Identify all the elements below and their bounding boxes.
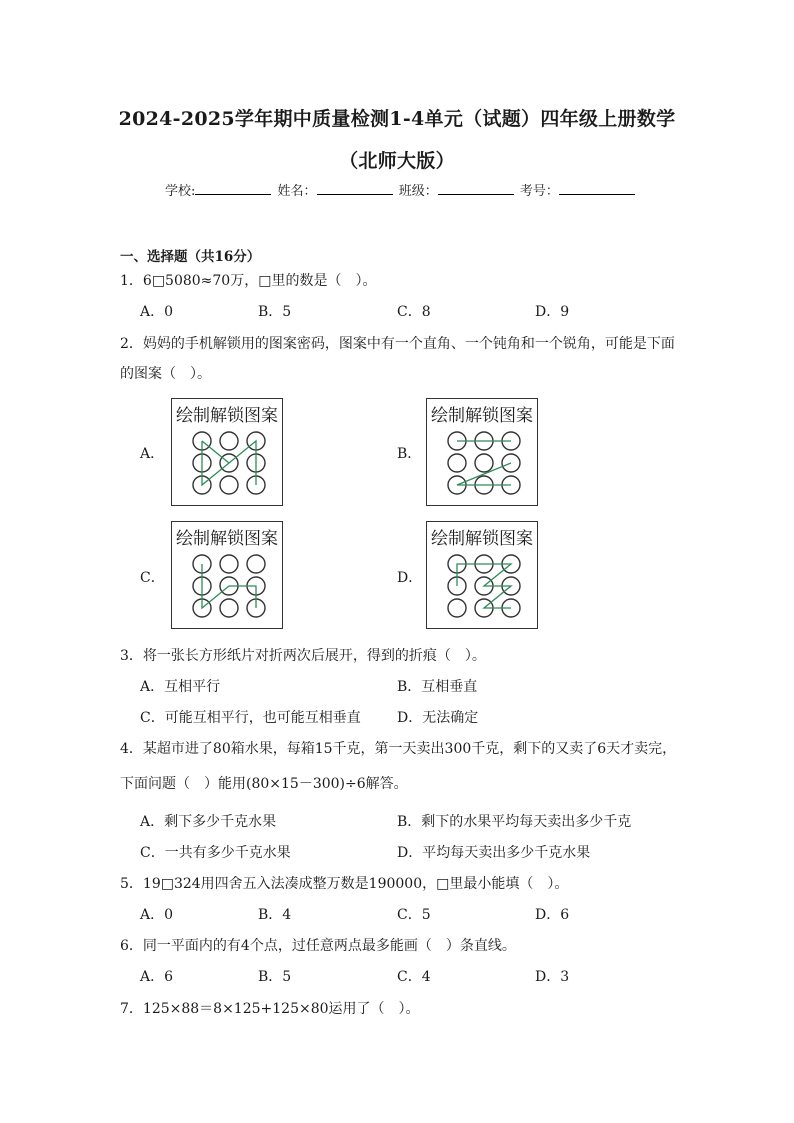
lock-pattern-c-graphic [172, 522, 282, 628]
lock-pattern-d[interactable] [426, 521, 538, 629]
q2-option-a[interactable]: A． [140, 446, 165, 462]
q6-option-d[interactable]: D．3 [535, 969, 570, 985]
q6-option-c[interactable]: C．4 [397, 969, 431, 985]
q5-option-c[interactable]: C．5 [397, 907, 431, 923]
question-1-stem: 1．6□5080≈70万，□里的数是（ ）。 [120, 273, 377, 289]
q3-option-b[interactable]: B．互相垂直 [397, 679, 478, 695]
question-2-stem-line1: 2．妈妈的手机解锁用的图案密码，图案中有一个直角、一个钝角和一个锐角，可能是下面 [120, 336, 675, 352]
exam-no-blank[interactable] [559, 182, 635, 195]
lock-pattern-caption: 绘制解锁图案 [431, 406, 533, 426]
name-blank[interactable] [317, 182, 393, 195]
question-5-stem: 5．19□324用四舍五入法凑成整万数是190000，□里最小能填（ ）。 [120, 876, 569, 892]
lock-pattern-b-graphic [427, 399, 537, 505]
question-6-stem: 6．同一平面内的有4个点，过任意两点最多能画（ ）条直线。 [120, 938, 516, 954]
q1-option-d[interactable]: D．9 [535, 304, 570, 320]
q3-option-d[interactable]: D．无法确定 [397, 710, 479, 726]
lock-pattern-caption: 绘制解锁图案 [176, 529, 278, 549]
q4-option-d[interactable]: D．平均每天卖出多少千克水果 [397, 845, 591, 861]
q5-option-b[interactable]: B．4 [258, 907, 292, 923]
q1-option-c[interactable]: C．8 [397, 304, 431, 320]
question-4-stem-line1: 4．某超市进了80箱水果，每箱15千克，第一天卖出300千克，剩下的又卖了6天才卖完， [120, 741, 677, 757]
q2-option-b[interactable]: B． [397, 446, 422, 462]
q6-option-b[interactable]: B．5 [258, 969, 292, 985]
q1-option-b[interactable]: B．5 [258, 304, 292, 320]
lock-pattern-caption: 绘制解锁图案 [176, 406, 278, 426]
section-heading: 一、选择题（共16分） [120, 249, 261, 265]
page-title: 2024-2025学年期中质量检测1-4单元（试题）四年级上册数学 [118, 108, 676, 130]
q4-option-a[interactable]: A．剩下多少千克水果 [140, 814, 277, 830]
lock-pattern-b[interactable] [426, 398, 538, 506]
q1-option-a[interactable]: A．0 [140, 304, 174, 320]
name-label: 姓名： [277, 184, 317, 199]
lock-pattern-d-graphic [427, 522, 537, 628]
q4-option-c[interactable]: C．一共有多少千克水果 [140, 845, 291, 861]
lock-pattern-a-graphic [172, 399, 282, 505]
q2-option-c[interactable]: C． [140, 570, 165, 586]
lock-pattern-c[interactable] [171, 521, 283, 629]
question-7-stem: 7．125×88＝8×125+125×80运用了（ ）。 [120, 1001, 420, 1017]
exam-no-label: 考号： [519, 184, 559, 199]
question-3-stem: 3．将一张长方形纸片对折两次后展开，得到的折痕（ ）。 [120, 648, 486, 664]
lock-pattern-a[interactable] [171, 398, 283, 506]
q3-option-c[interactable]: C．可能互相平行，也可能互相垂直 [140, 710, 361, 726]
school-blank[interactable] [195, 182, 271, 195]
question-2-stem-line2: 的图案（ ）。 [120, 366, 211, 382]
class-label: 班级： [398, 184, 438, 199]
lock-pattern-caption: 绘制解锁图案 [431, 529, 533, 549]
page-subtitle: （北师大版） [339, 150, 455, 172]
student-info-row [165, 180, 637, 199]
class-blank[interactable] [438, 182, 514, 195]
q2-option-d[interactable]: D． [397, 570, 423, 586]
q6-option-a[interactable]: A．6 [140, 969, 174, 985]
school-label: 学校: [165, 184, 196, 199]
q5-option-a[interactable]: A．0 [140, 907, 174, 923]
q3-option-a[interactable]: A．互相平行 [140, 679, 221, 695]
question-4-stem-line2: 下面问题（ ）能用(80×15－300)÷6解答。 [120, 776, 408, 792]
q4-option-b[interactable]: B．剩下的水果平均每天卖出多少千克 [397, 814, 632, 830]
q5-option-d[interactable]: D．6 [535, 907, 570, 923]
